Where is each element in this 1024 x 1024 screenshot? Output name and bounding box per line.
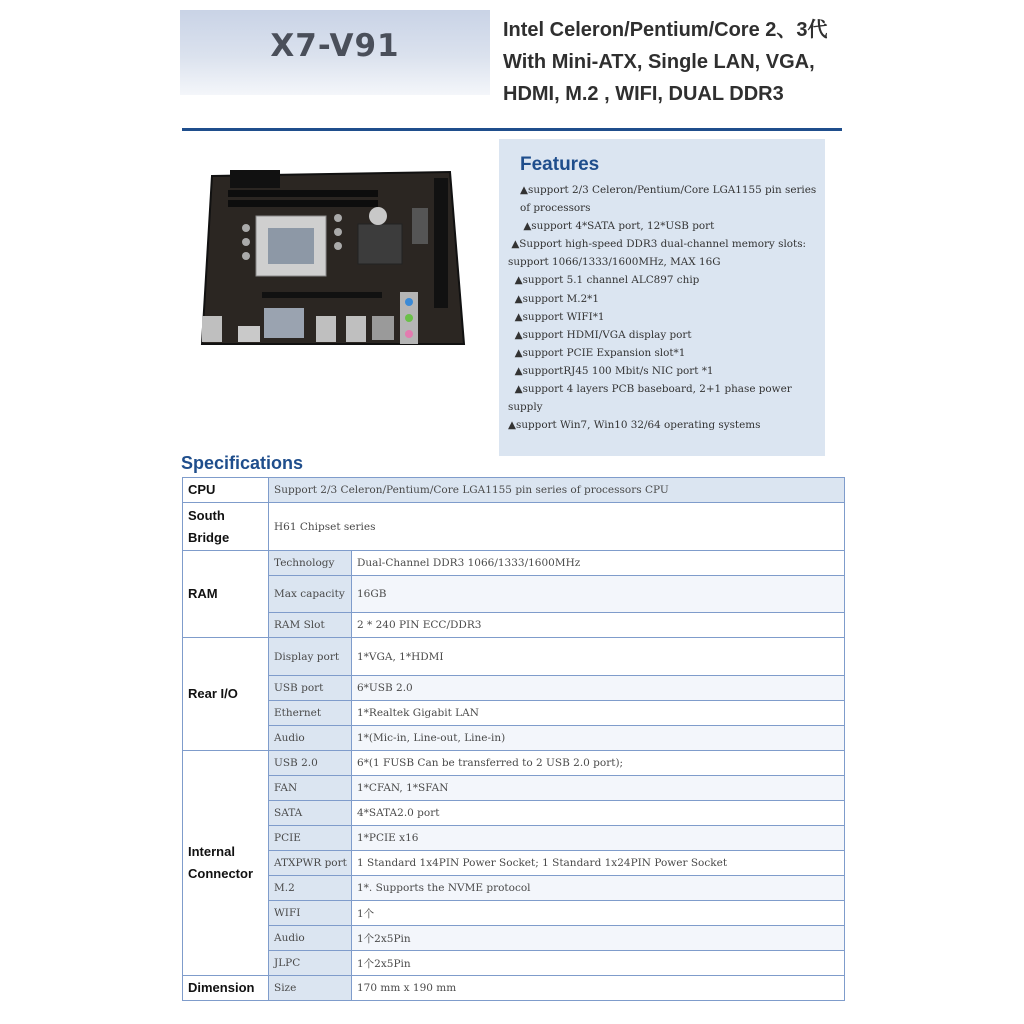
table-row [183, 478, 845, 503]
product-subtitle [503, 14, 843, 110]
spec-value: 1个2x5Pin [352, 951, 845, 976]
table-row [183, 676, 845, 701]
subtitle-line: With Mini-ATX, Single LAN, VGA, [503, 51, 815, 73]
spec-value: 6*(1 FUSB Can be transferred to 2 USB 2.0 port); [352, 751, 845, 776]
table-row [183, 551, 845, 576]
model-banner [180, 10, 490, 95]
spec-subitem: USB port [269, 676, 352, 701]
spec-subitem: Audio [269, 726, 352, 751]
spec-value: 1*(Mic-in, Line-out, Line-in) [352, 726, 845, 751]
spec-subitem: Size [269, 976, 352, 1001]
spec-subitem: Audio [269, 926, 352, 951]
spec-category: Rear I/O [183, 638, 269, 751]
subtitle-line: Intel Celeron/Pentium/Core 2、3代 [503, 19, 828, 41]
table-row [183, 751, 845, 776]
feature-item: ▲support M.2*1 [508, 292, 599, 305]
table-row [183, 776, 845, 801]
table-row [183, 926, 845, 951]
spec-subitem: JLPC [269, 951, 352, 976]
spec-value: 1*Realtek Gigabit LAN [352, 701, 845, 726]
specifications-title: Specifications [181, 453, 304, 473]
feature-item: ▲support 5.1 channel ALC897 chip [508, 274, 700, 287]
table-row [183, 851, 845, 876]
spec-subitem: M.2 [269, 876, 352, 901]
spec-category: Internal Connector [183, 751, 269, 976]
table-row [183, 976, 845, 1001]
feature-item: ▲support 2/3 Celeron/Pentium/Core LGA1155 pin series of processors [520, 184, 820, 215]
subtitle-line: HDMI, M.2 , WIFI, DUAL DDR3 [503, 83, 784, 105]
spec-subitem: Ethernet [269, 701, 352, 726]
feature-item: ▲support 4 layers PCB baseboard, 2+1 phase power supply [508, 383, 795, 414]
spec-subitem: ATXPWR port [269, 851, 352, 876]
spec-value: Support 2/3 Celeron/Pentium/Core LGA1155 pin series of processors CPU [269, 478, 845, 503]
spec-category: South Bridge [183, 503, 269, 551]
spec-subitem: Max capacity [269, 576, 352, 613]
table-row [183, 951, 845, 976]
spec-category: Dimension [183, 976, 269, 1001]
feature-item: ▲support WIFI*1 [508, 310, 605, 323]
spec-subitem: SATA [269, 801, 352, 826]
table-row [183, 576, 845, 613]
specifications-table [182, 477, 845, 1001]
spec-value: 1 Standard 1x4PIN Power Socket; 1 Standard 1x24PIN Power Socket [352, 851, 845, 876]
spec-value: 1*PCIE x16 [352, 826, 845, 851]
table-row [183, 613, 845, 638]
header-divider [182, 128, 842, 131]
spec-value: 1*VGA, 1*HDMI [352, 638, 845, 676]
table-row [183, 876, 845, 901]
table-row [183, 503, 845, 551]
feature-item: ▲support 4*SATA port, 12*USB port [520, 220, 715, 233]
spec-subitem: WIFI [269, 901, 352, 926]
table-row [183, 801, 845, 826]
motherboard-image [198, 168, 468, 348]
spec-category: CPU [183, 478, 269, 503]
table-row [183, 901, 845, 926]
spec-subitem: RAM Slot [269, 613, 352, 638]
feature-item: ▲support Win7, Win10 32/64 operating systems [508, 419, 761, 432]
spec-value: 170 mm x 190 mm [352, 976, 845, 1001]
spec-value: 16GB [352, 576, 845, 613]
spec-subitem: PCIE [269, 826, 352, 851]
spec-subitem: FAN [269, 776, 352, 801]
spec-subitem: Display port [269, 638, 352, 676]
features-panel [499, 139, 825, 456]
spec-value: 2 * 240 PIN ECC/DDR3 [352, 613, 845, 638]
spec-subitem: USB 2.0 [269, 751, 352, 776]
table-row [183, 638, 845, 676]
feature-item: ▲Support high-speed DDR3 dual-channel memory slots: support 1066/1333/1600MHz, MAX 16G [508, 238, 810, 269]
table-row [183, 826, 845, 851]
features-list [508, 181, 818, 434]
feature-item: ▲support PCIE Expansion slot*1 [508, 346, 686, 359]
spec-value: Dual-Channel DDR3 1066/1333/1600MHz [352, 551, 845, 576]
spec-category: RAM [183, 551, 269, 638]
spec-value: 1个 [352, 901, 845, 926]
table-row [183, 701, 845, 726]
features-title: Features [520, 154, 600, 175]
spec-value: 1*CFAN, 1*SFAN [352, 776, 845, 801]
spec-subitem: Technology [269, 551, 352, 576]
spec-value: H61 Chipset series [269, 503, 845, 551]
feature-item: ▲support HDMI/VGA display port [508, 328, 692, 341]
spec-value: 6*USB 2.0 [352, 676, 845, 701]
spec-value: 1个2x5Pin [352, 926, 845, 951]
feature-item: ▲supportRJ45 100 Mbit/s NIC port *1 [508, 364, 714, 377]
table-row [183, 726, 845, 751]
spec-value: 4*SATA2.0 port [352, 801, 845, 826]
spec-value: 1*. Supports the NVME protocol [352, 876, 845, 901]
model-title: X7-V91 [270, 28, 400, 64]
